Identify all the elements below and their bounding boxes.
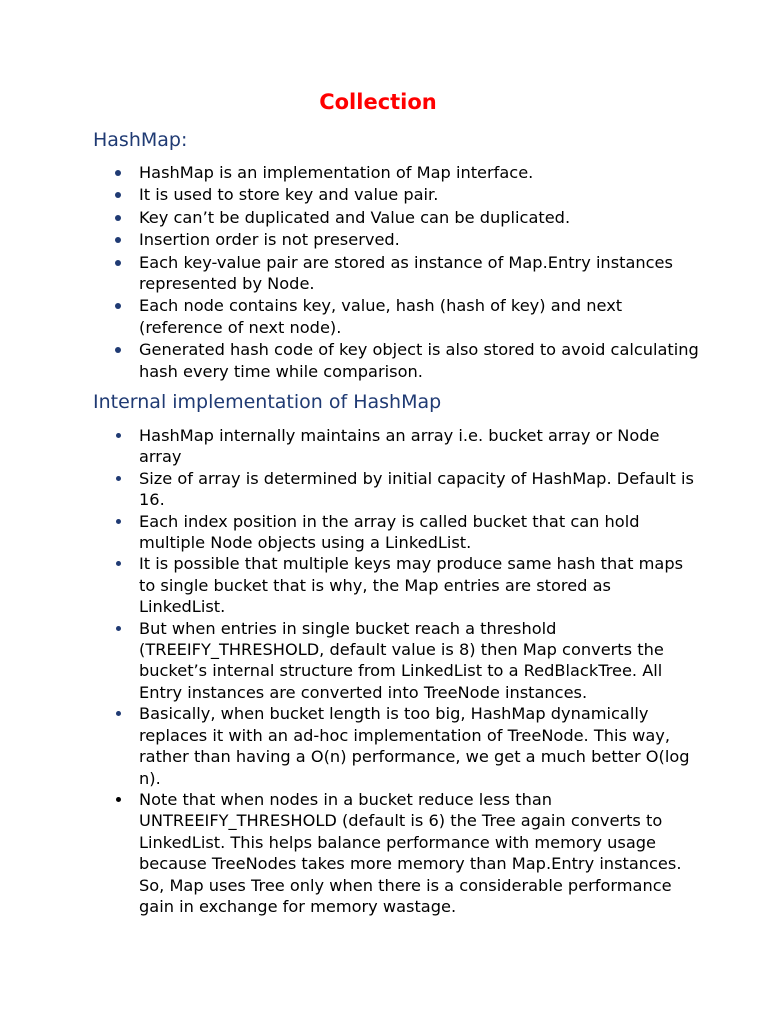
list-item-text: Each node contains key, value, hash (hash of key) and next (reference of next node). — [139, 296, 623, 337]
bullet-icon — [116, 797, 121, 802]
list-item-text: Key can’t be duplicated and Value can be duplicated. — [139, 207, 571, 227]
bullet-icon — [115, 192, 121, 198]
bullet-icon — [115, 215, 121, 221]
list-item — [139, 425, 699, 468]
section-heading-internal-implementation: Internal implementation of HashMap — [93, 391, 442, 413]
list-item-text: It is used to store key and value pair. — [139, 185, 439, 205]
list-item-text: Each key-value pair are stored as instance of Map.Entry instances represented by Node. — [139, 252, 673, 294]
list-item — [139, 339, 699, 382]
bullet-icon — [116, 626, 121, 631]
list-item-text: Each index position in the array is called bucket that can hold multiple Node objects using a LinkedList. — [139, 511, 640, 553]
list-item — [139, 553, 699, 617]
page-title: Collection — [319, 90, 437, 114]
list-item — [139, 511, 699, 554]
list-item-text: Insertion order is not preserved. — [139, 230, 400, 250]
list-item — [139, 184, 699, 205]
bullet-icon — [116, 476, 121, 481]
list-item-text: But when entries in single bucket reach a threshold (TREEIFY_THRESHOLD, default value is 8) then Map converts the bucket’s internal structure from LinkedList to a RedBlackTree. All Entry instances are converted into TreeNode instances. — [139, 618, 664, 702]
list-item — [139, 789, 699, 917]
bullet-icon — [115, 170, 121, 176]
list-item — [139, 162, 699, 183]
list-item — [139, 295, 699, 338]
list-item — [139, 468, 699, 511]
list-item-text: Size of array is determined by initial capacity of HashMap. Default is 16. — [139, 468, 694, 510]
list-item-text: Generated hash code of key object is also stored to avoid calculating hash every time while comparison. — [139, 340, 699, 381]
list-item — [139, 618, 699, 704]
bullet-icon — [116, 433, 121, 438]
list-item-text: HashMap is an implementation of Map interface. — [139, 163, 534, 182]
bullet-icon — [116, 561, 121, 566]
list-item-text: Note that when nodes in a bucket reduce less than UNTREEIFY_THRESHOLD (default is 6) the Tree again converts to LinkedList. This helps balance performance with memory usage because TreeNodes takes more memory than Map.Entry instances. So, Map uses Tree only when there is a considerable performance gain in exchange for memory wastage. — [139, 789, 682, 916]
bullet-icon — [115, 347, 121, 353]
list-item-text: HashMap internally maintains an array i.e. bucket array or Node array — [139, 426, 660, 467]
list-item — [139, 703, 699, 789]
list-item-text: It is possible that multiple keys may produce same hash that maps to single bucket that is why, the Map entries are stored as LinkedList. — [139, 554, 684, 617]
bullet-icon — [115, 237, 121, 243]
bullet-icon — [116, 711, 121, 716]
list-item — [139, 252, 699, 295]
list-item-text: Basically, when bucket length is too big, HashMap dynamically replaces it with an ad-hoc implementation of TreeNode. This way, rather than having a O(n) performance, we get a much better O(log n). — [139, 704, 690, 788]
bullet-icon — [115, 303, 121, 309]
internal-implementation-bullet-list — [139, 425, 699, 917]
bullet-icon — [115, 260, 121, 266]
hashmap-bullet-list — [139, 162, 699, 383]
section-heading-hashmap: HashMap: — [93, 129, 188, 151]
list-item — [139, 207, 699, 228]
list-item — [139, 229, 699, 250]
bullet-icon — [116, 519, 121, 524]
